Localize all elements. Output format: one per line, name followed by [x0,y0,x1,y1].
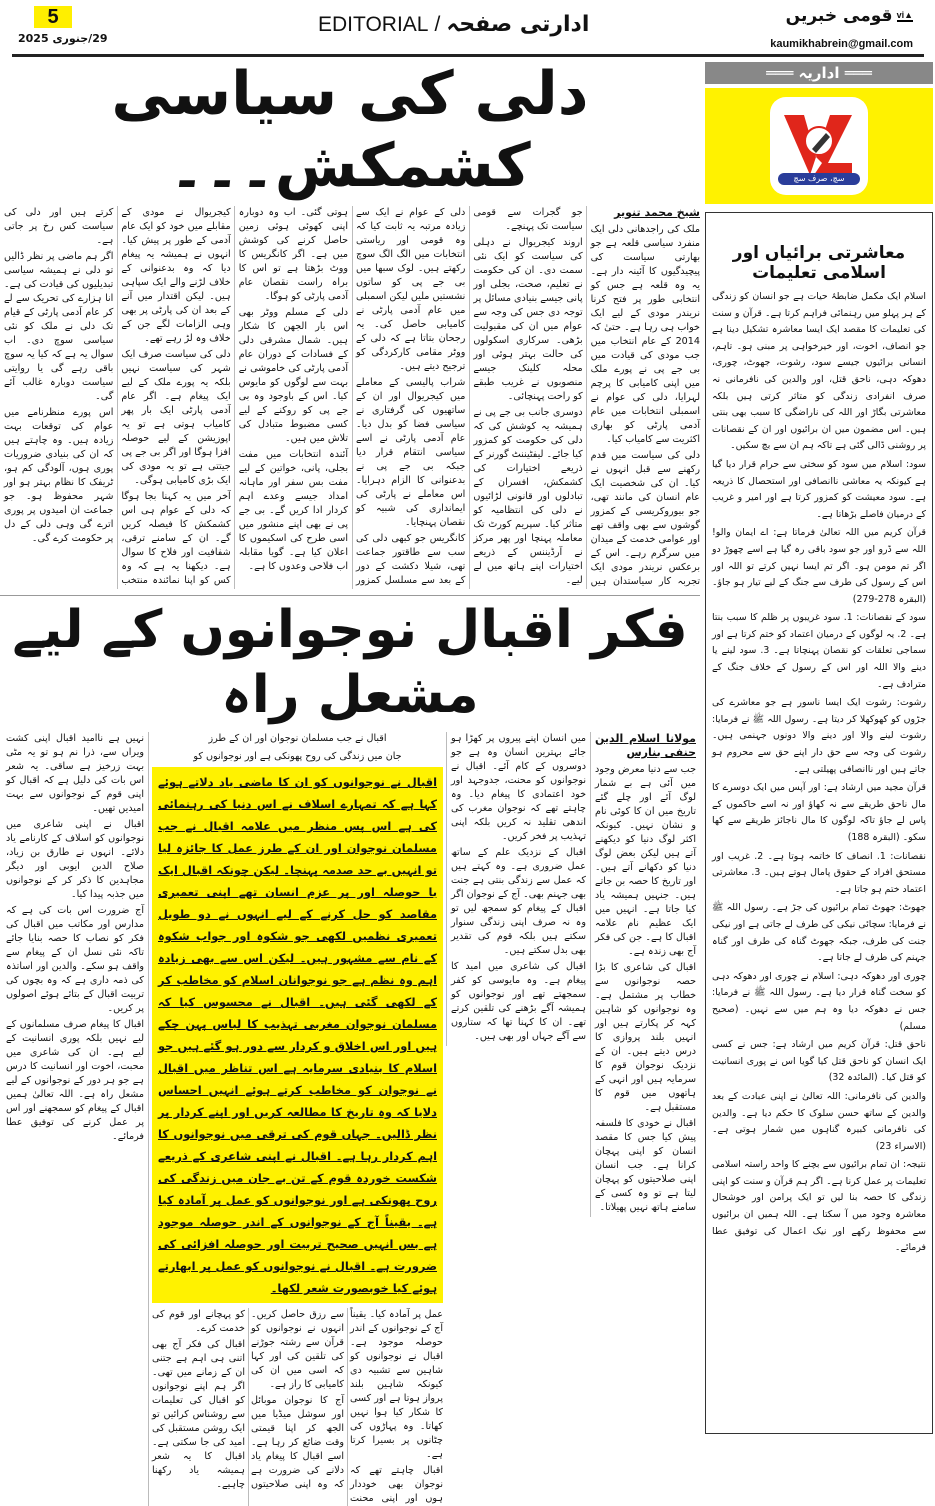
article2-headline: فکر اقبال نوجوانوں کے لیے مشعل راہ [0,595,700,728]
article2-body [0,732,700,1506]
article2-highlight-box: اقبال نے نوجوانوں کو ان کا ماضی یاد دلاتے ہوئے کہا ہے کہ تمہارے اسلاف نے اس دنیا کی رہنمائی کی ہے اس پس منظر میں علامہ اقبال نے جب مسلمان نوجوان اور ان کے طرز عمل کا جائزہ لیا تو انہیں بے حد صدمہ پہنچا۔ لیکن چونکہ اقبال ایک با حوصلہ اور پر عزم انسان تھے اپنی تعمیری مقاصد کو حل کرنے کے لیے انہوں نے دو طویل تعمیری نظمیں لکھی جو شکوہ اور جواب شکوہ کے نام سے مشہور ہیں۔ لیکن اس سے بھی زیادہ اہم وہ نظم ہے جو نوجوانان اسلام کو مخاطب کر کے لکھی گئی ہیں۔ اقبال نے محسوس کیا کہ مسلمان نوجوان مغربی تہذیب کا لباس پہن چکے ہیں اور اس اخلاق و کردار سے دور ہو گئے ہیں جو اسلام کا بنیادی سرمایہ ہے اس تناظر میں اقبال نے نوجوان کو مخاطب کرتے ہوئے انہیں احساس دلایا کہ وہ تاریخ کا مطالعہ کریں اور اپنے کردار پر نظر ڈالیں۔ جہاں قوم کی ترقی میں نوجوانوں کا اہم کردار رہا ہے۔ اقبال نے اپنی شاعری کے ذریعے شکست خوردہ قوم کے تن بے جان میں زندگی کی روح پھونکی ہے اور نوجوانوں کو عمل پر آمادہ کیا ہے۔ یقیناً آج کے نوجوانوں کے اندر حوصلہ موجود ہے بس انہیں صحیح تربیت اور حوصلہ افزائی کی ضرورت ہے۔ اقبال نے نوجوانوں کو عمل پر ابھارتے ہوئے کیا خوبصورت شعر لکھا۔ [152,767,443,1303]
lead-line: اقبال نے جب مسلمان نوجوان اور ان کے طرز [208,733,387,744]
paragraph: دلی کے مسلم ووٹر بھی اس بار الجھن کا شکار ہیں۔ شمال مشرقی دلی کے فسادات کے دوران عام آدمی پارٹی کی خاموشی نے بہت سے لوگوں کو مایوس کیا۔ اس کے باوجود وہ بی جے پی کو روکنے کے لیے کسی مضبوط متبادل کی تلاش میں ہیں۔ [238,307,349,444]
paragraph: آئندہ انتخابات میں مفت بجلی، پانی، خواتین کے لیے مفت بس سفر اور ماہانہ امداد جیسے وعدے اہم کردار ادا کریں گے۔ بی جے پی نے بھی اپنے منشور میں اسی طرح کی اسکیموں کا اعلان کیا ہے۔ گویا مقابلہ اب فلاحی وعدوں کا ہے۔ [238,449,349,572]
paragraph: سود کے نقصانات: 1. سود غریبوں پر ظلم کا سبب بنتا ہے۔ 2. یہ لوگوں کے درمیان اعتماد کو ختم کرتا ہے اور سماجی تعلقات کو نقصان پہنچاتا ہے۔ 3. سود لینے یا دینے والا اللہ اور اس کے رسول کے خلاف جنگ کے مترادف ہے۔ [712,612,927,690]
editorial-title: معاشرتی برائیاں اور اسلامی تعلیمات [732,243,906,283]
header-divider [12,54,924,57]
section-title: اداریہ [798,64,840,82]
editorial-sidebar [705,62,933,1434]
logo-tagline: سچ، صرف سچ [778,173,860,185]
issue-date: 29/جنوری 2025 [18,32,108,45]
article2-byline: مولانا اسلام الدین حنفی بنارس [595,732,696,759]
paragraph: قرآن کریم میں اللہ تعالیٰ فرماتا ہے: اے ایمان والو! اللہ سے ڈرو اور جو سود باقی رہ گیا ہے اسے چھوڑ دو اگر تم مومن ہو۔ اگر تم ایسا نہیں کرتے تو اللہ اور اس کے رسول کی طرف سے جنگ کے لیے تیار ہو جاؤ۔ (البقرہ 278-279) [712,527,926,605]
paragraph: سود: اسلام میں سود کو سختی سے حرام قرار دیا گیا ہے کیونکہ یہ معاشی ناانصافی اور استحصال کا ذریعہ ہے۔ سود معیشت کو کمزور کرتا ہے اور امیر و غریب کے درمیان فاصلے بڑھاتا ہے۔ [712,458,926,520]
page-title-english: EDITORIAL [318,12,429,36]
paragraph: اقبال کے نزدیک علم کے ساتھ عمل ضروری ہے۔ وہ کہتے ہیں کہ عمل سے زندگی بنتی ہے جنت بھی جہنم بھی۔ آج کے نوجوان اگر اقبال کے پیغام کو سمجھ لیں تو وہ نہ صرف اپنی زندگی سنوار سکتے ہیں بلکہ قوم کی تقدیر بھی بدل سکتے ہیں۔ [451,847,586,956]
paragraph: اقبال چاہتے تھے کہ نوجوان بھی خوددار ہوں اور اپنی محنت سے رزق حاصل کریں۔ انہوں نے نوجوانوں کو قرآن سے رشتہ جوڑنے کی تلقین کی اور کہا کہ اسی میں ان کی کامیابی کا راز ہے۔ [251,1309,443,1504]
main-content [0,58,700,1506]
article1-paragraphs [4,206,700,589]
article2-middle [148,732,446,1506]
brand-name: قومی خبریں [785,6,893,26]
title-separator: / [434,12,441,36]
paragraph: اقبال کی شاعری کا بڑا حصہ نوجوانوں سے خطاب پر مشتمل ہے۔ وہ نوجوانوں کو شاہین کہہ کر پکارتے ہیں اور انہیں بلند پروازی کا درس دیتے ہیں۔ ان کے نزدیک نوجوان قوم کا سرمایہ ہیں اور انہی کے ہاتھوں میں قوم کا مستقبل ہے۔ [595,962,696,1113]
paragraph: اقبال کی شاعری میں امید کا پیغام ہے۔ وہ مایوسی کو کفر سمجھتے تھے اور نوجوانوں کو ہمیشہ آگے بڑھنے کی تلقین کرتے تھے۔ ان کا کہنا تھا کہ ستاروں سے آگے جہاں اور بھی ہیں۔ [451,961,586,1042]
paragraph: اس پورے منظرنامے میں عوام کی توقعات بہت زیادہ ہیں۔ وہ چاہتے ہیں کہ ان کی بنیادی ضروریات پوری ہوں، آلودگی کم ہو، ٹریفک کا نظام بہتر ہو اور شہر محفوظ ہو۔ جو جماعت ان امیدوں پر پوری اترے گی وہی دلی کے دل پر حکومت کرے گی۔ [4,407,114,544]
paragraph: آخر میں یہ کہنا بجا ہوگا کہ دلی کے عوام ہی اس کشمکش کا فیصلہ کریں گے۔ ان کے سامنے ترقی، شفافیت اور فلاح کا سوال ہے۔ دیکھنا یہ ہے کہ وہ کس کو اپنا نمائندہ منتخب کرتے ہیں اور دلی کی سیاست کس رخ پر جاتی ہے۔ [4,207,231,586]
paragraph: دوسری جانب بی جے پی نے ہمیشہ یہ کوشش کی کہ دلی کی حکومت کو کمزور کیا جائے۔ لیفٹیننٹ گورنر کے ذریعے اختیارات کی کشمکش، افسران کے تبادلوں اور قانونی لڑائیوں نے دلی کی انتظامیہ کو متاثر کیا۔ سپریم کورٹ تک معاملہ پہنچا اور پھر مرکز نے آرڈیننس کے ذریعے اختیارات اپنے ہاتھ میں لے لیے۔ [473,407,583,586]
lead-line: جان میں زندگی کی روح پھونکی ہے اور نوجوانوں کو [193,751,402,762]
paragraph: ناحق قتل: قرآن کریم میں ارشاد ہے: جس نے کسی ایک انسان کو ناحق قتل کیا گویا اس نے پوری انسانیت کو قتل کیا۔ (المائدہ 32) [712,1039,926,1084]
paragraph: شراب پالیسی کے معاملے میں کیجریوال اور ان کے ساتھیوں کی گرفتاری نے سیاسی فضا کو بدل دیا۔ عام آدمی پارٹی نے اسے سیاسی انتقام قرار دیا جبکہ بی جے پی نے بدعنوانی کا الزام دہرایا۔ اس معاملے نے پارٹی کی ایمانداری کی شبیہ کو نقصان پہنچایا۔ [356,377,466,528]
page-title [318,12,589,37]
article1-byline: شیخ محمد تنویر [614,206,700,219]
brand-mark: ▲vi [896,10,913,20]
paragraph: جھوٹ: جھوٹ تمام برائیوں کی جڑ ہے۔ رسول اللہ ﷺ نے فرمایا: سچائی نیکی کی طرف لے جاتی ہے اور نیکی جنت کی طرف، جبکہ جھوٹ گناہ کی طرف اور گناہ جہنم کی طرف لے جاتا ہے۔ [712,902,926,964]
paragraph: قرآن مجید میں ارشاد ہے: اور آپس میں ایک دوسرے کا مال ناحق طریقے سے نہ کھاؤ اور نہ اسے حاکموں کے پاس لے جاؤ تاکہ لوگوں کا مال ناجائز طریقے سے کھا سکو۔ (البقرہ 188) [712,782,926,843]
paragraph: کیجریوال نے مودی کے مقابلے میں خود کو ایک عام آدمی کے طور پر پیش کیا۔ انہوں نے ہمیشہ یہ پیغام دیا کہ وہ بدعنوانی کے خلاف لڑنے والے ایک سپاہی ہیں۔ لیکن اقتدار میں آنے کے بعد ان کی پارٹی پر بھی وہی الزامات لگے جن کے خلاف وہ لڑ رہے تھے۔ [121,207,231,344]
article1-body [4,206,700,589]
paragraph: آج ضرورت اس بات کی ہے کہ مدارس اور مکاتب میں اقبال کی فکر کو نصاب کا حصہ بنایا جائے تاکہ نئی نسل ان کے پیغام سے واقف ہو سکے۔ والدین اور اساتذہ کی ذمہ داری ہے کہ وہ بچوں کی تربیت اقبال کے بتائے ہوئے اصولوں پر کریں۔ [6,905,144,1014]
paragraph: اقبال نے خودی کا فلسفہ پیش کیا جس کا مقصد انسان کو اپنی پہچان کرانا ہے۔ جب انسان اپنی صلاحیتوں کو پہچان لیتا ہے تو وہ کسی کے سامنے ہاتھ نہیں پھیلاتا۔ [595,1118,696,1213]
contact-email: kaumikhabrein@gmail.com [770,38,913,50]
article2-mid-text [152,1308,443,1506]
article2-column-1 [590,732,700,1217]
paragraph: اروند کیجریوال نے دہلی کی سیاست کو ایک نئی سمت دی۔ ان کی حکومت نے تعلیم، صحت، بجلی اور پانی جیسے بنیادی مسائل پر توجہ دی جس کی وجہ سے عوام میں ان کی مقبولیت بڑھی۔ سرکاری اسکولوں کی حالت بہتر ہوئی اور محلہ کلینک جیسے منصوبوں نے غریب طبقے کو راحت پہنچائی۔ [473,237,583,402]
paragraph: دلی کے عوام نے ایک سے زیادہ مرتبہ یہ ثابت کیا کہ وہ قومی اور ریاستی انتخابات میں الگ الگ سوچ رکھتے ہیں۔ لوک سبھا میں بی جے پی کو ساتوں نشستیں ملیں لیکن اسمبلی میں عام آدمی پارٹی نے کامیابی حاصل کی۔ یہ رجحان بتاتا ہے کہ دلی کے ووٹر مقامی کارکردگی کو ترجیح دیتے ہیں۔ [356,207,466,372]
paragraph: اقبال کا پیغام صرف مسلمانوں کے لیے نہیں بلکہ پوری انسانیت کے لیے ہے۔ ان کی شاعری میں محبت، اخوت اور انسانیت کا درس ہے جو ہر دور کے نوجوانوں کے لیے مشعل راہ ہے۔ اللہ تعالیٰ ہمیں اقبال کے پیغام کو سمجھنے اور اس پر عمل کرنے کی توفیق عطا فرمائے۔ [6,1019,144,1142]
masthead-logo [786,6,913,26]
paragraph: اقبال نے اپنی شاعری میں نوجوانوں کو اسلاف کے کارنامے یاد دلائے۔ انہوں نے طارق بن زیاد، صلاح الدین ایوبی اور دیگر مجاہدین کا ذکر کر کے نوجوانوں میں جذبہ پیدا کیا۔ [6,819,144,900]
paragraph: اقبال کی فکر آج بھی اتنی ہی اہم ہے جتنی ان کے زمانے میں تھی۔ اگر ہم اپنے نوجوانوں کو اقبال کی تعلیمات سے روشناس کرائیں تو ایک روشن مستقبل کی امید کی جا سکتی ہے۔ اقبال کا یہ شعر ہمیشہ یاد رکھنا چاہیے۔ [152,1339,245,1490]
paragraph: کانگریس جو کبھی دلی کی سب سے طاقتور جماعت تھی، شیلا دکشت کے دور کے بعد سے مسلسل کمزور ہوتی گئی۔ اب وہ دوبارہ اپنی کھوئی ہوئی زمین حاصل کرنے کی کوشش میں ہے۔ اگر کانگریس کا ووٹ بڑھتا ہے تو اس کا براہ راست نقصان عام آدمی پارٹی کو ہوگا۔ [238,207,466,586]
paragraph: نہیں ہے ناامید اقبال اپنی کشت ویراں سے، ذرا نم ہو تو یہ مٹی بہت زرخیز ہے ساقی۔ یہ شعر اس بات کی دلیل ہے کہ اقبال کو اپنی قوم کے نوجوانوں سے بہت امیدیں تھیں۔ [6,733,144,814]
paragraph: نقصانات: 1. انصاف کا خاتمہ ہوتا ہے۔ 2. غریب اور مستحق افراد کے حقوق پامال ہوتے ہیں۔ 3. معاشرتی اعتماد ختم ہو جاتا ہے۔ [712,850,927,895]
paragraph: عمل پر آمادہ کیا۔ یقیناً آج کے نوجوانوں کے اندر حوصلہ موجود ہے۔ اقبال نے نوجوانوں کو شاہین سے تشبیہ دی کیونکہ شاہین بلند پرواز ہوتا ہے اور کسی کا شکار کیا ہوا نہیں کھاتا۔ وہ پہاڑوں کی چٹانوں پر بسیرا کرتا ہے۔ [350,1309,443,1460]
paragraph: نتیجہ: ان تمام برائیوں سے بچنے کا واحد راستہ اسلامی تعلیمات پر عمل کرنا ہے۔ اگر ہم قرآن و سنت کو اپنی زندگی کا حصہ بنا لیں تو ایک پرامن اور خوشحال معاشرہ وجود میں آ سکتا ہے۔ اللہ ہمیں ان برائیوں سے محفوظ رکھے اور نیک اعمال کی توفیق عطا فرمائے۔ [712,1159,926,1254]
paragraph: دلی کی سیاست میں قدم رکھنے سے قبل انہوں نے کیا۔ ان کی شخصیت ایک عام انسان کی مانند تھی، جو بیوروکریسی کے کمزور گوشوں سے بھی واقف تھے اور عوامی خدمت کے میدان میں سرگرم رہے۔ اس کے برعکس نریندر مودی ایک تجربہ کار سیاستدان ہیں جو گجرات سے قومی سیاست تک پہنچے۔ [473,207,700,587]
section-header: ═══ اداریہ ═══ [705,62,933,84]
paragraph: دلی کی سیاست صرف ایک شہر کی سیاست نہیں بلکہ یہ پورے ملک کے لیے ایک پیغام ہے۔ اگر عام آدمی پارٹی ایک بار پھر کامیاب ہوتی ہے تو یہ اپوزیشن کے لیے حوصلہ افزا ہوگا اور اگر بی جے پی جیتتی ہے تو یہ مودی کی ایک بڑی کامیابی ہوگی۔ [121,349,231,486]
paragraph: رشوت: رشوت ایک ایسا ناسور ہے جو معاشرے کی جڑوں کو کھوکھلا کر دیتا ہے۔ رسول اللہ ﷺ نے فرمایا: رشوت لینے والا اور دینے والا دونوں جہنمی ہیں۔ رشوت کی وجہ سے حق دار اپنے حق سے محروم ہو جاتے ہیں اور ناانصافی پھیلتی ہے۔ [712,697,926,775]
editorial-text [712,289,926,1257]
paragraph: میں انسان اپنے پیروں پر کھڑا ہو جائے بہترین انسان وہ ہے جو دوسروں کے کام آئے۔ اقبال نے نوجوانوں کو محنت، جدوجہد اور خود اعتمادی کا پیغام دیا۔ وہ چاہتے تھے کہ نوجوان مغرب کی اندھی تقلید نہ کریں بلکہ اپنی تہذیب پر فخر کریں۔ [451,733,586,842]
paragraph: ملک کی راجدھانی دلی ایک منفرد سیاسی قلعہ ہے جو بھارتی سیاست کی پیچیدگیوں کا آئینہ دار ہے۔ یہ وہ قلعہ ہے جس کو انتخابی طور پر فتح کرنا نریندر مودی کے لیے ایک خواب ہی رہا ہے۔ حتیٰ کہ 2014 کے عام انتخاب میں جب مودی کی قیادت میں بی جے پی نے پورے ملک میں اپنی کامیابی کا پرچم لہرایا، دلی کی عوام نے اسمبلی انتخابات میں عام آدمی پارٹی کو بھاری اکثریت سے کامیاب کیا۔ [590,224,700,445]
article2-middle-bottom [152,1308,443,1506]
paragraph: آج کا نوجوان موبائل اور سوشل میڈیا میں الجھ کر اپنا قیمتی وقت ضائع کر رہا ہے۔ اسے اقبال کا پیغام یاد دلانے کی ضرورت ہے کہ وہ اپنی صلاحیتوں کو پہچانے اور قوم کی خدمت کرے۔ [152,1309,344,1490]
pen-logo [770,97,868,195]
paragraph: جب سے دنیا معرض وجود میں آئی ہے بے شمار لوگ آئے اور چلے گئے تاریخ میں ان کا کوئی نام و نشان نہیں۔ کیونکہ اکثر لوگ دنیا کو دیکھنے آتے ہیں لیکن بعض لوگ دنیا کو دکھانے آتے ہیں۔ اور تاریخ کا حصہ بن جاتے ہیں۔ جنہیں ہمیشہ یاد کیا جاتا ہے۔ انہیں میں ایک عظیم نام علامہ اقبال کا ہے۔ جن کی فکر آج بھی زندہ ہے۔ [595,764,696,957]
article2-col6-text [6,732,144,1144]
page-title-urdu: ادارتی صفحہ [446,12,590,37]
paragraph: والدین کی نافرمانی: اللہ تعالیٰ نے اپنی عبادت کے بعد والدین کے ساتھ حسن سلوک کا حکم دیا ہے۔ والدین کی نافرمانی کبیرہ گناہوں میں شمار ہوتی ہے۔ (الاسراء 23) [712,1090,926,1152]
editorial-box [705,212,933,1434]
brand-logo-panel [705,88,933,204]
article2-column-6 [2,732,148,1146]
paragraph: اگر ہم ماضی پر نظر ڈالیں تو دلی نے ہمیشہ سیاسی تبدیلیوں کی قیادت کی ہے۔ انا ہزارے کی تحریک سے لے کر عام آدمی پارٹی کے قیام تک دلی نے ملک کو نئی سیاسی سوچ دی۔ اب سوال یہ ہے کہ کیا یہ سوچ باقی رہے گی یا روایتی سیاست دوبارہ غالب آئے گی۔ [4,251,114,402]
article2-col2-text [451,732,586,1044]
article2-middle-top [152,732,443,764]
article2-column-2 [446,732,590,1046]
page-number: 5 [34,6,72,28]
paragraph: چوری اور دھوکہ دہی: اسلام نے چوری اور دھوکہ دہی کو سخت گناہ قرار دیا ہے۔ رسول اللہ ﷺ نے فرمایا: جس نے دھوکہ دیا وہ ہم میں سے نہیں۔ (صحیح مسلم) [712,970,926,1032]
paragraph: اسلام ایک مکمل ضابطۂ حیات ہے جو انسان کو زندگی کے ہر پہلو میں رہنمائی فراہم کرتا ہے۔ قرآن و سنت کی تعلیمات کا مقصد ایک ایسا معاشرہ تشکیل دینا ہے جو انصاف، اخوت، اور خیرخواہی پر مبنی ہو۔ تاہم، انسانی برائیوں جیسے سود، رشوت، جھوٹ، چوری، دھوکہ دہی، ناحق قتل، اور والدین کی نافرمانی نہ صرف انفرادی زندگی کو متاثر کرتی ہیں بلکہ معاشرتی بگاڑ اور اللہ کی ناراضگی کا سبب بھی بنتی ہیں۔ اس مضمون میں ان برائیوں اور ان کے نقصانات پر روشنی ڈالی گئی ہے تاکہ ہم ان سے بچ سکیں۔ [712,291,926,452]
article2-col1-text [595,763,696,1215]
article1-headline: دلی کی سیاسی کشمکش۔۔۔ [111,59,589,201]
